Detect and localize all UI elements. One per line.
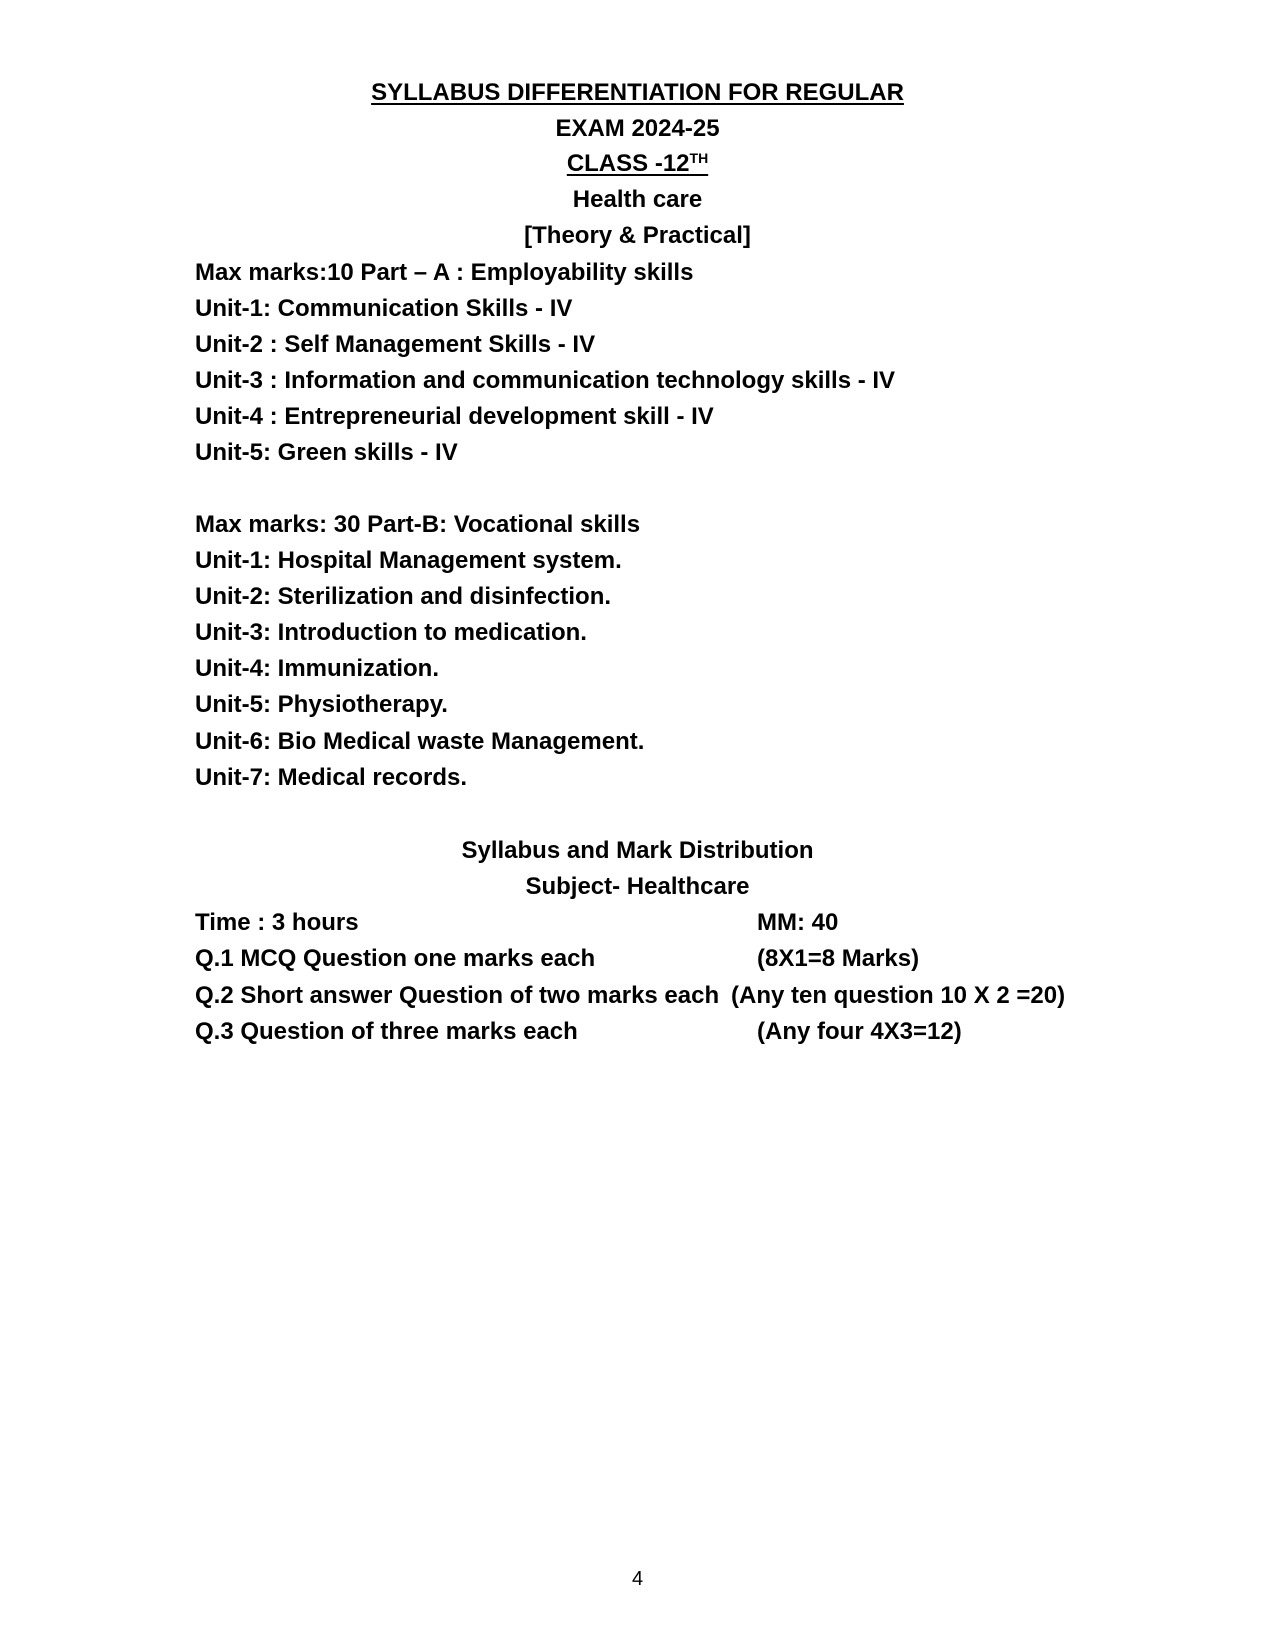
part-b-unit: Unit-5: Physiotherapy. (195, 691, 448, 718)
distribution-subject: Subject- Healthcare (525, 873, 750, 900)
page-number: 4 (631, 1568, 644, 1590)
distribution-row-marks: (Any four 4X3=12) (757, 1018, 962, 1045)
part-a-heading: Max marks:10 Part – A : Employability skills (195, 259, 694, 286)
part-a-unit: Unit-1: Communication Skills - IV (195, 295, 573, 322)
distribution-row-marks: (Any ten question 10 X 2 =20) (731, 982, 1066, 1009)
theory-practical: [Theory & Practical] (524, 222, 751, 249)
distribution-row-label: Q.2 Short answer Question of two marks each (195, 982, 720, 1009)
distribution-row-label: Q.3 Question of three marks each (195, 1018, 578, 1045)
class-label (0, 149, 1275, 179)
distribution-row-label: Q.1 MCQ Question one marks each (195, 945, 596, 972)
document-title: SYLLABUS DIFFERENTIATION FOR REGULAR (371, 79, 904, 106)
part-a-unit: Unit-2 : Self Management Skills - IV (195, 331, 596, 358)
subject-name: Health care (572, 186, 703, 213)
distribution-row-label: Time : 3 hours (195, 909, 359, 936)
exam-year: EXAM 2024-25 (555, 115, 720, 142)
part-b-unit: Unit-4: Immunization. (195, 655, 439, 682)
part-b-unit: Unit-6: Bio Medical waste Management. (195, 728, 645, 755)
part-a-unit: Unit-4 : Entrepreneurial development skill - IV (195, 403, 714, 430)
distribution-row-marks: MM: 40 (757, 909, 839, 936)
part-a-unit: Unit-5: Green skills - IV (195, 439, 458, 466)
part-b-unit: Unit-1: Hospital Management system. (195, 547, 622, 574)
part-b-unit: Unit-3: Introduction to medication. (195, 619, 587, 646)
class-label-text: CLASS -12 (566, 150, 690, 177)
class-label-sup: TH (689, 150, 709, 166)
distribution-title: Syllabus and Mark Distribution (461, 837, 814, 864)
part-b-unit: Unit-2: Sterilization and disinfection. (195, 583, 612, 610)
part-a-unit: Unit-3 : Information and communication technology skills - IV (195, 367, 896, 394)
part-b-unit: Unit-7: Medical records. (195, 764, 468, 791)
part-b-heading: Max marks: 30 Part-B: Vocational skills (195, 511, 641, 538)
distribution-row-marks: (8X1=8 Marks) (757, 945, 920, 972)
